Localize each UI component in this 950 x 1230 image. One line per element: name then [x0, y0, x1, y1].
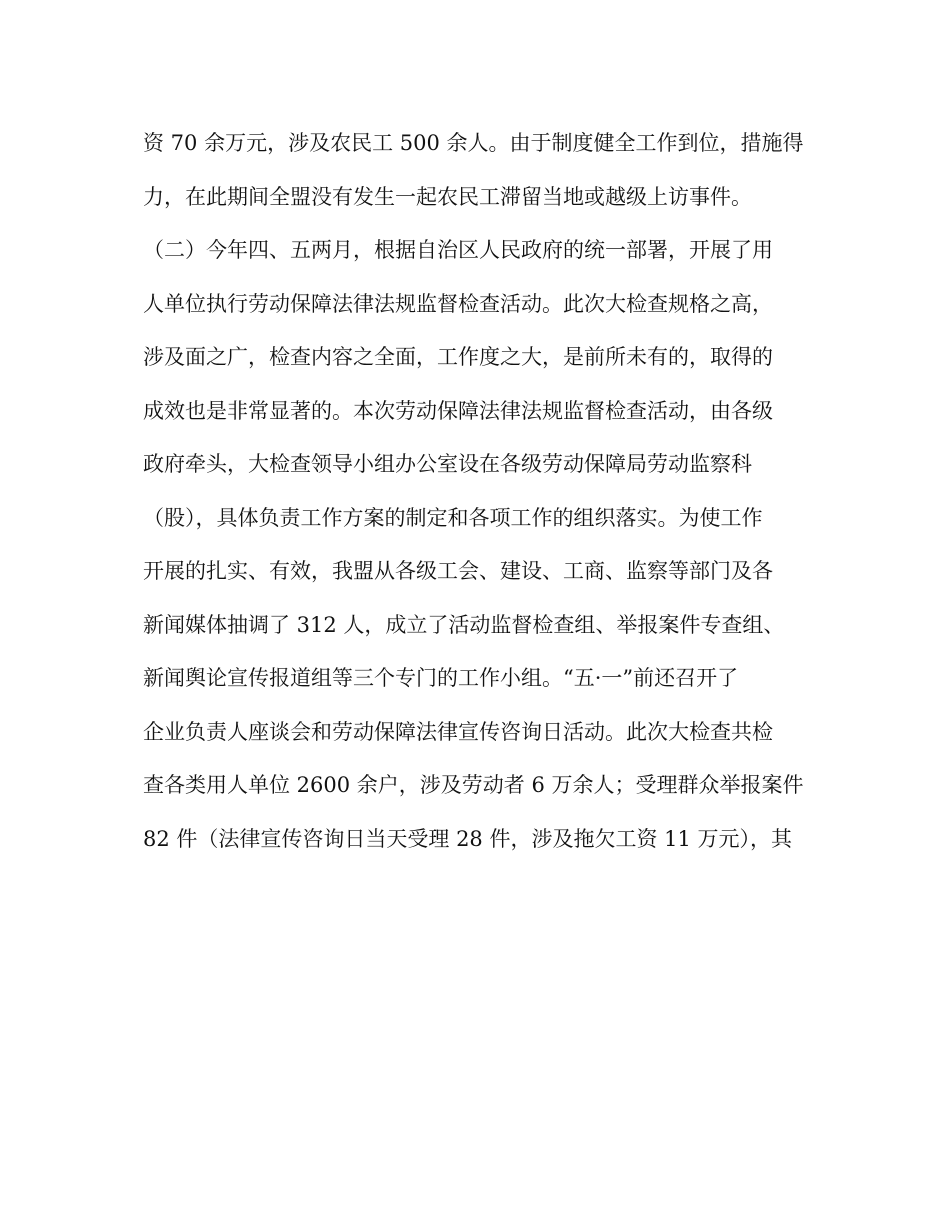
text-line-14: 82 件（法律宣传咨询日当天受理 28 件，涉及拖欠工资 11 万元），其	[143, 826, 793, 851]
text-line-3: （二）今年四、五两月，根据自治区人民政府的统一部署，开展了用	[143, 238, 773, 262]
text-line-11: 新闻舆论宣传报道组等三个专门的工作小组。“五·一”前还召开了	[143, 666, 739, 690]
text-line-13: 查各类用人单位 2600 余户，涉及劳动者 6 万余人；受理群众举报案件	[143, 773, 804, 797]
text-line-9: 开展的扎实、有效，我盟从各级工会、建设、工商、监察等部门及各	[143, 559, 773, 583]
text-line-6: 成效也是非常显著的。本次劳动保障法律法规监督检查活动，由各级	[143, 398, 773, 423]
text-line-4: 人单位执行劳动保障法律法规监督检查活动。此次大检查规格之高，	[143, 291, 773, 316]
body-text	[143, 118, 808, 867]
text-line-8: （股），具体负责工作方案的制定和各项工作的组织落实。为使工作	[143, 505, 763, 530]
text-line-2: 力，在此期间全盟没有发生一起农民工滞留当地或越级上访事件。	[143, 184, 752, 209]
text-line-10: 新闻媒体抽调了 312 人，成立了活动监督检查组、举报案件专查组、	[143, 612, 785, 637]
text-line-7: 政府牵头，大检查领导小组办公室设在各级劳动保障局劳动监察科	[143, 452, 752, 476]
text-line-5: 涉及面之广，检查内容之全面，工作度之大，是前所未有的，取得的	[143, 345, 773, 369]
text-line-12: 企业负责人座谈会和劳动保障法律宣传咨询日活动。此次大检查共检	[143, 719, 773, 744]
text-line-1: 资 70 余万元，涉及农民工 500 余人。由于制度健全工作到位，措施得	[143, 131, 804, 155]
